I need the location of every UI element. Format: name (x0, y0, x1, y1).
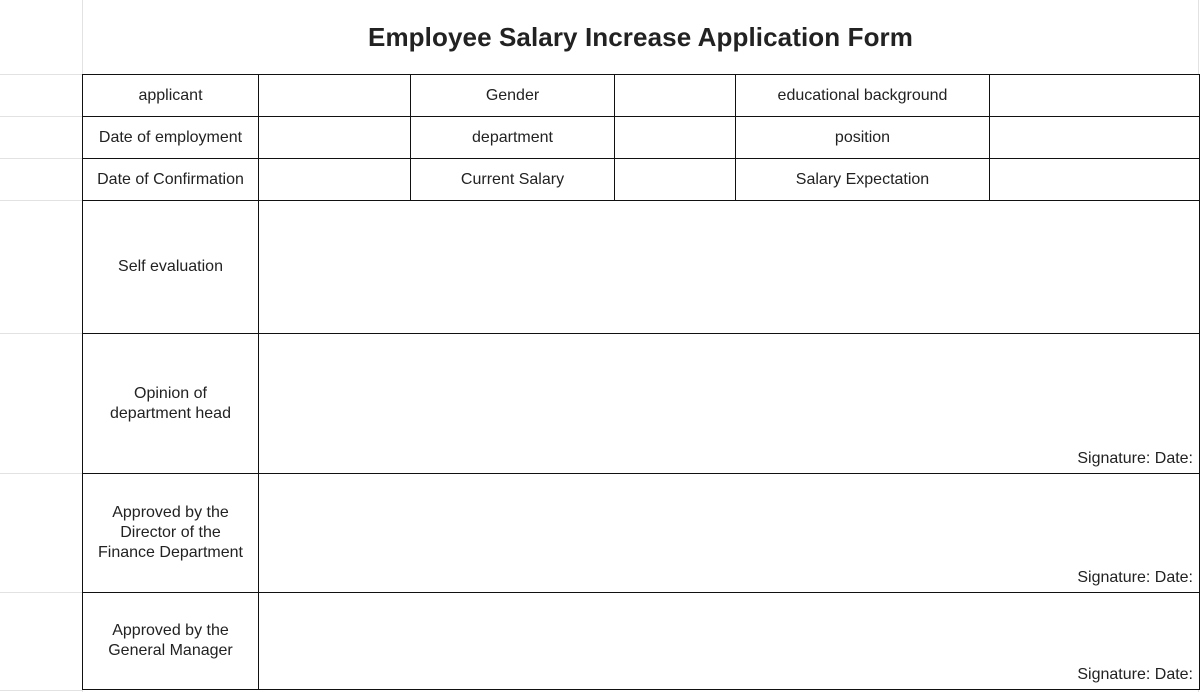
department-head-label-line: department head (110, 404, 231, 422)
general-manager-label-line: Approved by the (112, 622, 229, 639)
signature-date-label: Signature: Date: (1077, 568, 1193, 586)
table-row (83, 593, 1200, 690)
department-head-label-line: Opinion of (134, 384, 207, 402)
finance-director-label-line: Director of the (120, 524, 221, 541)
table-row (83, 159, 1200, 201)
applicant-label: applicant (83, 75, 259, 117)
current-salary-cell[interactable] (615, 159, 736, 201)
gridline (0, 690, 82, 691)
position-label: position (736, 117, 990, 159)
self-evaluation-cell[interactable] (259, 201, 1200, 334)
gender-cell[interactable] (615, 75, 736, 117)
salary-expectation-cell[interactable] (990, 159, 1200, 201)
signature-date-label: Signature: Date: (1077, 665, 1193, 683)
gridline (0, 74, 82, 75)
gridline (0, 200, 82, 201)
finance-director-label-line: Approved by the (112, 504, 229, 521)
table-row (83, 201, 1200, 334)
gridline (0, 158, 82, 159)
table-row (83, 75, 1200, 117)
finance-director-label (83, 474, 259, 593)
applicant-cell[interactable] (259, 75, 411, 117)
gender-label: Gender (411, 75, 615, 117)
department-cell[interactable] (615, 117, 736, 159)
position-cell[interactable] (990, 117, 1200, 159)
department-label: department (411, 117, 615, 159)
signature-date-label: Signature: Date: (1077, 449, 1193, 467)
general-manager-approval-cell[interactable] (259, 593, 1200, 690)
finance-director-approval-cell[interactable] (259, 474, 1200, 593)
gridline (0, 333, 82, 334)
self-evaluation-label: Self evaluation (83, 201, 259, 334)
gridline (0, 473, 82, 474)
gridline (0, 592, 82, 593)
employment-date-label: Date of employment (83, 117, 259, 159)
confirmation-date-label: Date of Confirmation (83, 159, 259, 201)
salary-expectation-label: Salary Expectation (736, 159, 990, 201)
table-row (83, 334, 1200, 474)
gridline (0, 116, 82, 117)
department-head-opinion-cell[interactable] (259, 334, 1200, 474)
employment-date-cell[interactable] (259, 117, 411, 159)
education-cell[interactable] (990, 75, 1200, 117)
current-salary-label: Current Salary (411, 159, 615, 201)
form-title: Employee Salary Increase Application Form (368, 21, 913, 52)
table-row (83, 474, 1200, 593)
general-manager-label (83, 593, 259, 690)
table-row (83, 117, 1200, 159)
finance-director-label-line: Finance Department (98, 544, 243, 561)
confirmation-date-cell[interactable] (259, 159, 411, 201)
salary-form-table (82, 74, 1200, 690)
education-label: educational background (736, 75, 990, 117)
department-head-label (83, 334, 259, 474)
general-manager-label-line: General Manager (108, 642, 233, 659)
